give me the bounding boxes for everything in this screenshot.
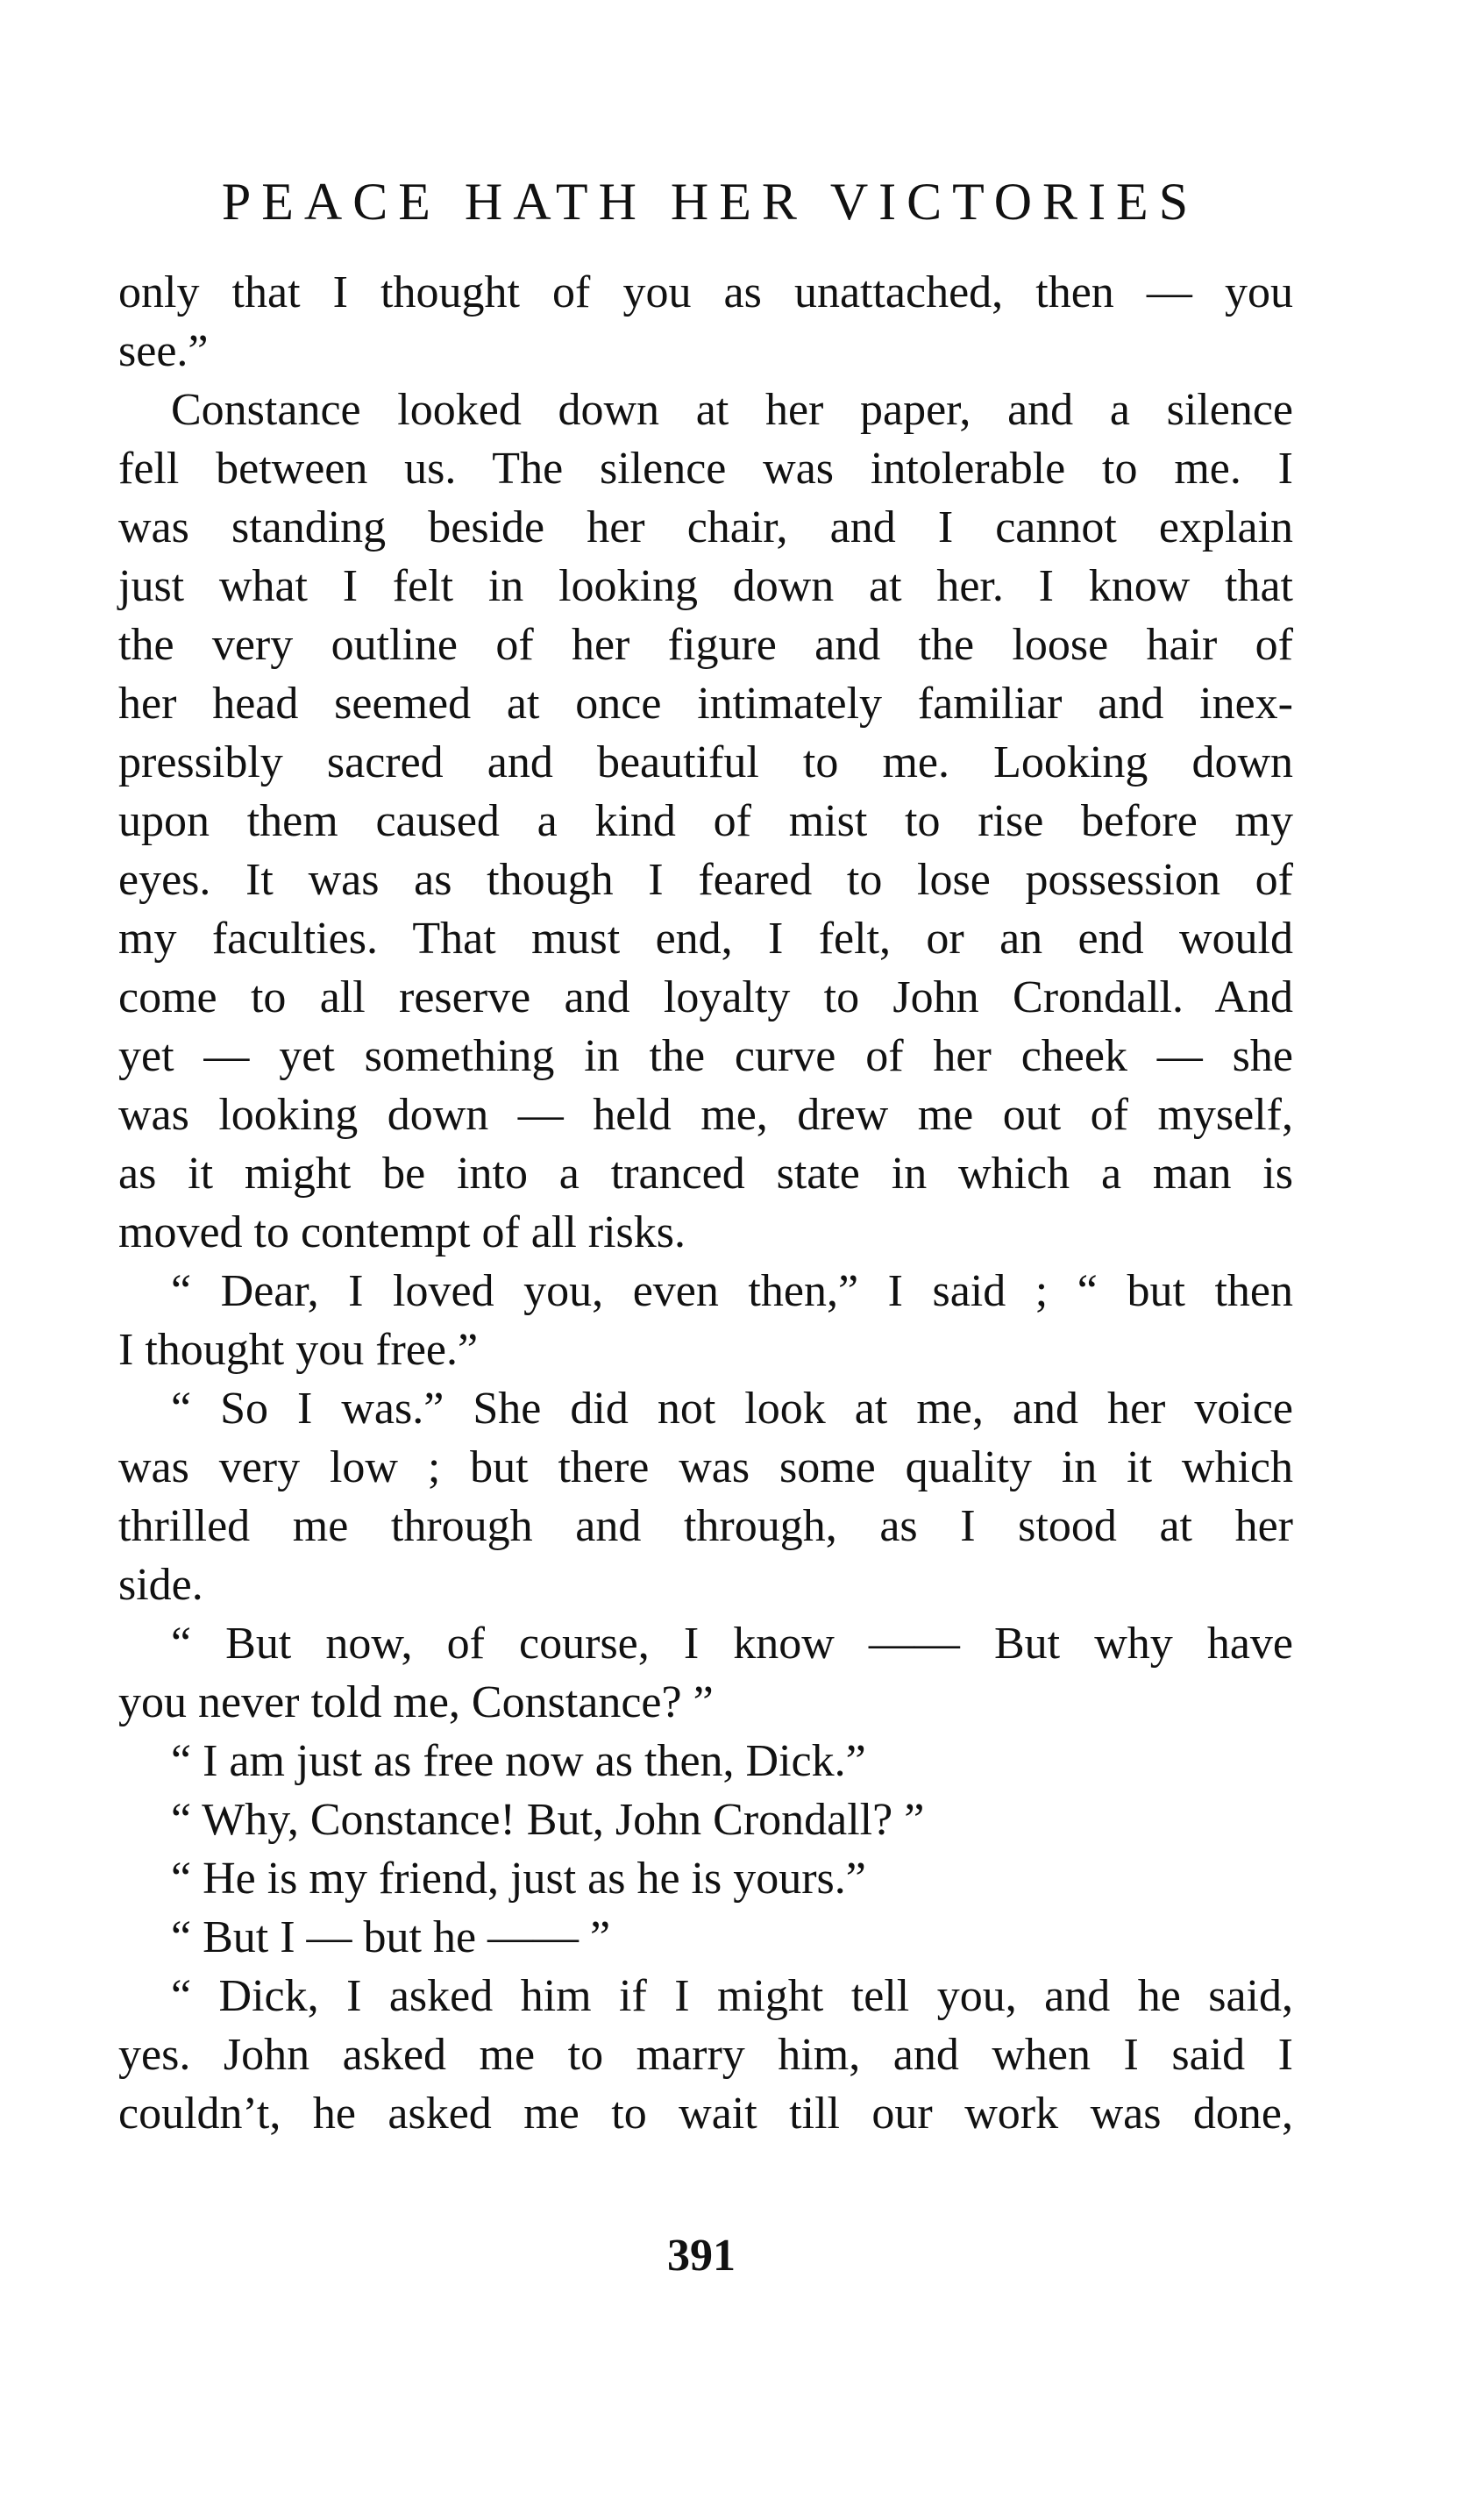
- text-line: “ But I — but he —— ”: [171, 1912, 611, 1962]
- text-line: just what I felt in looking down at her. I know that: [118, 561, 1293, 611]
- text-line: was standing beside her chair, and I cannot explain: [118, 502, 1293, 552]
- text-line: “ Why, Constance! But, John Crondall? ”: [171, 1795, 925, 1845]
- text-line: as it might be into a tranced state in which a man is: [118, 1149, 1293, 1199]
- text-line: “ Dear, I loved you, even then,” I said ; “ but then: [171, 1266, 1293, 1316]
- text-line: side.: [118, 1560, 203, 1610]
- running-head: PEACE HATH HER VICTORIES: [221, 173, 1199, 231]
- text-line: was looking down — held me, drew me out of myself,: [118, 1090, 1293, 1140]
- text-line: come to all reserve and loyalty to John Crondall. And: [118, 972, 1293, 1022]
- text-line: couldn’t, he asked me to wait till our work was done,: [118, 2089, 1293, 2139]
- text-line: upon them caused a kind of mist to rise before my: [118, 796, 1293, 846]
- text-line: “ I am just as free now as then, Dick.”: [171, 1736, 866, 1786]
- body-text: [118, 263, 1293, 2143]
- text-line: “ But now, of course, I know —— But why have: [171, 1619, 1293, 1669]
- text-line: pressibly sacred and beautiful to me. Looking down: [118, 737, 1293, 787]
- page-number: 391: [667, 2231, 736, 2281]
- text-line: yes. John asked me to marry him, and when I said I: [118, 2030, 1293, 2080]
- text-line: “ He is my friend, just as he is yours.”: [171, 1854, 866, 1904]
- text-line: eyes. It was as though I feared to lose possession of: [118, 855, 1293, 905]
- text-line: her head seemed at once intimately familiar and inex-: [118, 679, 1293, 729]
- text-line: thrilled me through and through, as I stood at her: [118, 1501, 1293, 1551]
- text-line: yet — yet something in the curve of her cheek — she: [118, 1031, 1293, 1081]
- text-line: my faculties. That must end, I felt, or an end would: [118, 914, 1293, 964]
- text-line: “ So I was.” She did not look at me, and her voice: [171, 1384, 1293, 1434]
- text-line: was very low ; but there was some quality in it which: [118, 1442, 1293, 1492]
- text-line: see.”: [118, 326, 209, 376]
- text-line: “ Dick, I asked him if I might tell you, and he said,: [171, 1971, 1293, 2021]
- text-line: I thought you free.”: [118, 1325, 479, 1375]
- text-line: Constance looked down at her paper, and a silence: [171, 385, 1293, 435]
- text-line: moved to contempt of all risks.: [118, 1207, 686, 1257]
- text-line: fell between us. The silence was intolerable to me. I: [118, 444, 1293, 494]
- text-line: you never told me, Constance? ”: [118, 1677, 714, 1727]
- text-line: the very outline of her figure and the loose hair of: [118, 620, 1293, 670]
- text-line: only that I thought of you as unattached, then — you: [118, 267, 1293, 317]
